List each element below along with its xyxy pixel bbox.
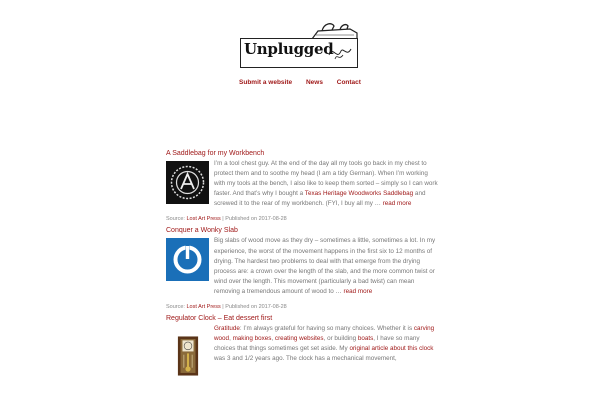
source-link[interactable]: Lost Art Press: [186, 216, 221, 223]
post-title-link[interactable]: A Saddlebag for my Workbench: [166, 150, 265, 157]
post-body: [166, 159, 440, 209]
excerpt-text: and screwed it to the rear of my workbench. (FYI, I buy all my …: [214, 190, 426, 208]
read-more-link[interactable]: read more: [343, 287, 373, 295]
nav-submit-website[interactable]: Submit a website: [239, 79, 293, 86]
post-title-link[interactable]: Conquer a Wonky Slab: [166, 227, 238, 235]
read-more-link[interactable]: read more: [382, 200, 412, 208]
nav-contact[interactable]: Contact: [336, 79, 361, 86]
excerpt-text: was 3 and 1/2 years ago. The clock has a mechanical movement,: [214, 355, 397, 363]
excerpt-text: , or building: [323, 335, 358, 343]
lost-art-press-logo-icon[interactable]: [166, 161, 209, 204]
excerpt-text: ,: [229, 335, 233, 343]
post-excerpt: [214, 324, 440, 364]
regulator-clock-photo[interactable]: [174, 326, 202, 386]
excerpt-link[interactable]: carving wood: [214, 325, 435, 343]
post-item: [166, 313, 440, 364]
published-date: | Published on 2017-08-28: [222, 304, 287, 311]
source-label: Source:: [166, 216, 185, 223]
post-item: [166, 148, 440, 224]
published-date: | Published on 2017-08-28: [222, 216, 287, 223]
post-meta: [166, 302, 440, 312]
post-body: [166, 236, 440, 297]
excerpt-text: I’m a tool chest guy. At the end of the day all my tools go back in my chest to protect them and to soothe my head (I am a tidy German). When I’m working with my tools at the bench, I also like to keep them sorted – simply so I can work faster. And that’s why I bought a: [214, 160, 438, 198]
source-label: Source:: [166, 304, 185, 311]
power-icon[interactable]: [166, 238, 209, 281]
site-logo[interactable]: [238, 20, 362, 72]
post-item: [166, 225, 440, 312]
excerpt-link[interactable]: creating websites: [274, 335, 324, 343]
logo-text: Unplugged: [244, 40, 334, 58]
excerpt-link[interactable]: Gratitude: [214, 325, 240, 333]
post-excerpt: [214, 236, 440, 297]
excerpt-link[interactable]: boats: [357, 335, 374, 343]
excerpt-link[interactable]: Texas Heritage Woodworks Saddlebag: [304, 190, 414, 198]
source-link[interactable]: Lost Art Press: [186, 304, 221, 311]
excerpt-text: Big slabs of wood move as they dry – sometimes a little, sometimes a lot. In my experience, the worst of the movement happens in the first six to 12 months of drying. The hardest two problems to deal with that emerge from the drying process are: a crown over the length of the slab, and the more common twist or wind over the length. This movement (particularly a bad twist) can mean removing a tremendous amount of wood to …: [214, 237, 436, 295]
excerpt-link[interactable]: making boxes: [232, 335, 272, 343]
nav-news[interactable]: News: [305, 79, 323, 86]
main-nav: [0, 79, 600, 86]
excerpt-link[interactable]: original article about this clock: [349, 345, 434, 353]
post-title-link[interactable]: Regulator Clock – Eat dessert first: [166, 315, 273, 323]
post-list: [166, 148, 440, 364]
excerpt-text: ,: [271, 335, 275, 343]
excerpt-text: : I’m always grateful for having so many choices. Whether it is: [239, 325, 414, 333]
post-excerpt: [214, 159, 440, 209]
excerpt-text: , I have so many choices that things sometimes get set aside. My: [214, 335, 420, 353]
post-body: [166, 324, 440, 364]
post-meta: [166, 214, 440, 224]
